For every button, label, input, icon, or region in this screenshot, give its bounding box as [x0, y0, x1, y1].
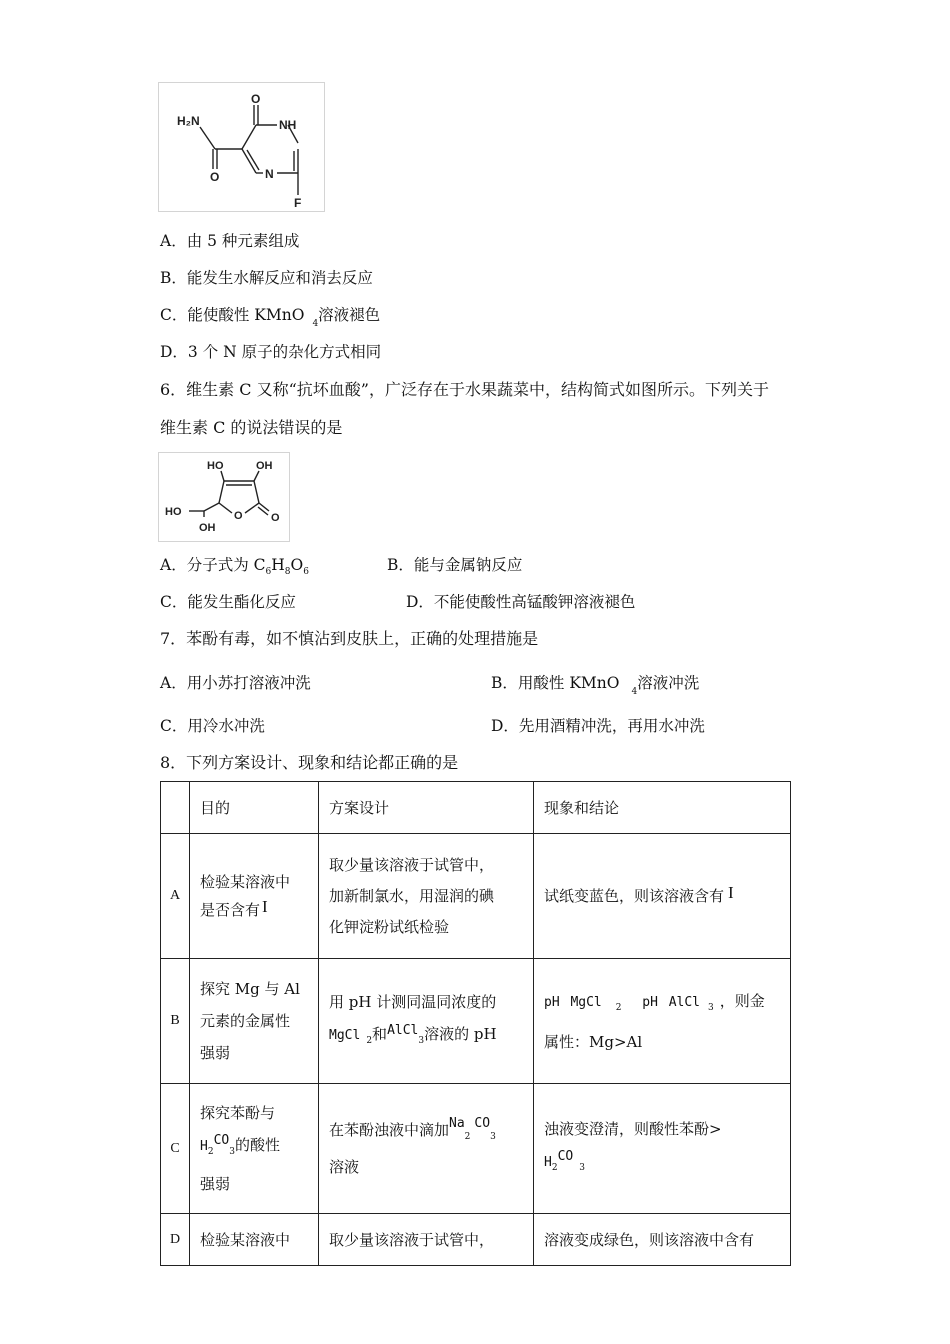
table-row	[161, 834, 791, 959]
q5-option-c	[160, 305, 380, 328]
q7-stem: 7．苯酚有毒，如不慎沾到皮肤上，正确的处理措施是	[160, 629, 539, 648]
row-label-a: A	[161, 834, 190, 959]
q5-option-c-post: 溶液褪色	[318, 306, 381, 324]
row-b-purpose: 探究 Mg 与 Al 元素的金属性 强弱	[190, 959, 319, 1084]
mol1-o-bottom: O	[210, 170, 220, 184]
mol2-oh-top: OH	[256, 460, 273, 472]
row-a-design: 取少量该溶液于试管中， 加新制氯水，用湿润的碘 化钾淀粉试纸检验	[319, 834, 534, 959]
q7-option-c: C．用冷水冲洗	[160, 717, 265, 735]
q8-table	[160, 781, 791, 1266]
q6-option-c: C．能发生酯化反应	[160, 593, 296, 611]
row-label-c: C	[161, 1084, 190, 1214]
table-row	[161, 959, 791, 1084]
q6-option-b: B．能与金属钠反应	[387, 556, 523, 574]
row-a-result: 试纸变蓝色，则该溶液含有 I	[534, 834, 791, 959]
mol1-f: F	[294, 196, 302, 210]
row-d-result: 溶液变成绿色，则该溶液中含有	[534, 1214, 791, 1266]
table-row	[161, 1214, 791, 1266]
q5-option-b: B．能发生水解反应和消去反应	[160, 269, 373, 287]
table-row	[161, 1084, 791, 1214]
mol2-ho-left: HO	[165, 506, 182, 518]
q7-option-d: D．先用酒精冲洗，再用水冲洗	[491, 717, 705, 735]
molecule-figure-2	[158, 452, 290, 542]
q6-option-d: D．不能使酸性高锰酸钾溶液褪色	[406, 593, 636, 611]
q6-option-a: A．分子式为 $C_6H_8O_6$	[160, 556, 309, 578]
q8-stem: 8．下列方案设计、现象和结论都正确的是	[160, 753, 459, 772]
molecule-figure-1	[158, 82, 325, 212]
row-c-purpose: 探究苯酚与 $H_2CO_3$的酸性 强弱	[190, 1084, 319, 1214]
q5-option-a: A．由 5 种元素组成	[160, 232, 300, 250]
q7-option-a: A．用小苏打溶液冲洗	[160, 674, 311, 692]
q5-option-c-pre: C．能使酸性 KMnO	[160, 306, 305, 324]
header-result: 现象和结论	[534, 782, 791, 834]
molecule-2-structure	[159, 453, 289, 541]
mol2-oh-bottom: OH	[199, 522, 216, 534]
row-label-d: D	[161, 1214, 190, 1266]
q5-option-d: D．3 个 N 原子的杂化方式相同	[160, 343, 382, 361]
row-d-design: 取少量该溶液于试管中，	[319, 1214, 534, 1266]
row-d-purpose: 检验某溶液中	[190, 1214, 319, 1266]
table-header-row	[161, 782, 791, 834]
header-purpose: 目的	[190, 782, 319, 834]
row-b-result: pH MgCl $_2$ pH AlCl $_3$ ，则金 属性：Mg>Al	[534, 959, 791, 1084]
mol1-n: N	[265, 167, 274, 181]
row-c-result: 浊液变澄清，则酸性苯酚> $H_2CO_3$	[534, 1084, 791, 1214]
row-a-purpose: 检验某溶液中 是否含有 I	[190, 834, 319, 959]
q5-option-c-sub: 4	[312, 319, 319, 329]
mol1-h2n: H₂N	[177, 114, 200, 128]
mol2-o-ring: O	[234, 510, 243, 522]
row-c-design: 在苯酚浊液中滴加$Na_2CO_3$ 溶液	[319, 1084, 534, 1214]
mol1-nh: NH	[279, 118, 297, 132]
mol2-ho-top: HO	[207, 460, 224, 472]
row-b-design: 用 pH 计测同温同浓度的 MgCl $_2$和AlCl$_3$溶液的 pH	[319, 959, 534, 1084]
row-label-b: B	[161, 959, 190, 1084]
mol2-o-keto: O	[271, 512, 280, 524]
header-design: 方案设计	[319, 782, 534, 834]
molecule-1-structure	[159, 83, 324, 211]
q6-stem-line1: 6．维生素 C 又称“抗坏血酸”，广泛存在于水果蔬菜中，结构简式如图所示。下列关于	[160, 380, 769, 399]
mol1-o-top: O	[251, 92, 261, 106]
q6-stem-line2: 维生素 C 的说法错误的是	[160, 418, 343, 437]
q7-option-b: B．用酸性 KMnO $_4$溶液冲洗	[491, 674, 700, 697]
